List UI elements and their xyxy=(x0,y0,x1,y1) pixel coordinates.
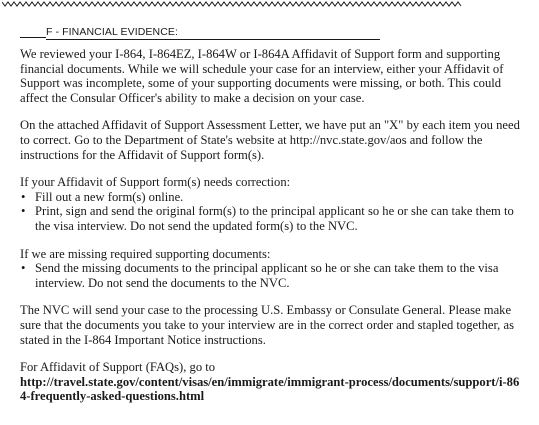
correction-intro: If your Affidavit of Support form(s) needs correction: xyxy=(20,175,291,190)
faq-intro: For Affidavit of Support (FAQs), go to xyxy=(20,360,216,375)
list-item: • Fill out a new form(s) online. xyxy=(20,190,525,205)
missing-docs-intro: If we are missing required supporting documents: xyxy=(20,246,271,261)
faq-link[interactable]: http://travel.state.gov/content/visas/en/immigrate/immigrant-process/documents/support/i-864-frequently-asked-questions.html xyxy=(20,374,520,404)
letter-body xyxy=(20,47,525,417)
correction-list xyxy=(20,190,525,234)
list-item: • Send the missing documents to the principal applicant so he or she can take them to the visa interview. Do not send the documents to the NVC. xyxy=(20,261,525,290)
paragraph-assessment: On the attached Affidavit of Support Assessment Letter, we have put an "X" by each item you need to correct. Go to the Department of State's website at http://nvc.state.gov/aos and follow the instructions for the Affidavit of Support form(s). xyxy=(20,118,520,162)
section-title: F - FINANCIAL EVIDENCE: xyxy=(46,26,380,40)
list-item: • Print, sign and send the original form(s) to the principal applicant so he or she can take them to the visa interview. Do not send the updated form(s) to the NVC. xyxy=(20,204,525,233)
wavy-border-decoration xyxy=(2,0,462,8)
paragraph-nvc: The NVC will send your case to the processing U.S. Embassy or Consulate General. Please make sure that the documents you take to your interview are in the correct order and stapled together, as stated in the I-864 Important Notice instructions. xyxy=(20,303,514,347)
missing-docs-list xyxy=(20,261,525,290)
paragraph-review: We reviewed your I-864, I-864EZ, I-864W or I-864A Affidavit of Support form and supporting financial documents. While we will schedule your case for an interview, either your Affidavit of Support was incomplete, some of your supporting documents were missing, or both. This could affect the Consular Officer's ability to make a decision on your case. xyxy=(20,47,504,105)
section-heading xyxy=(20,24,380,40)
heading-blank-line xyxy=(20,37,46,38)
